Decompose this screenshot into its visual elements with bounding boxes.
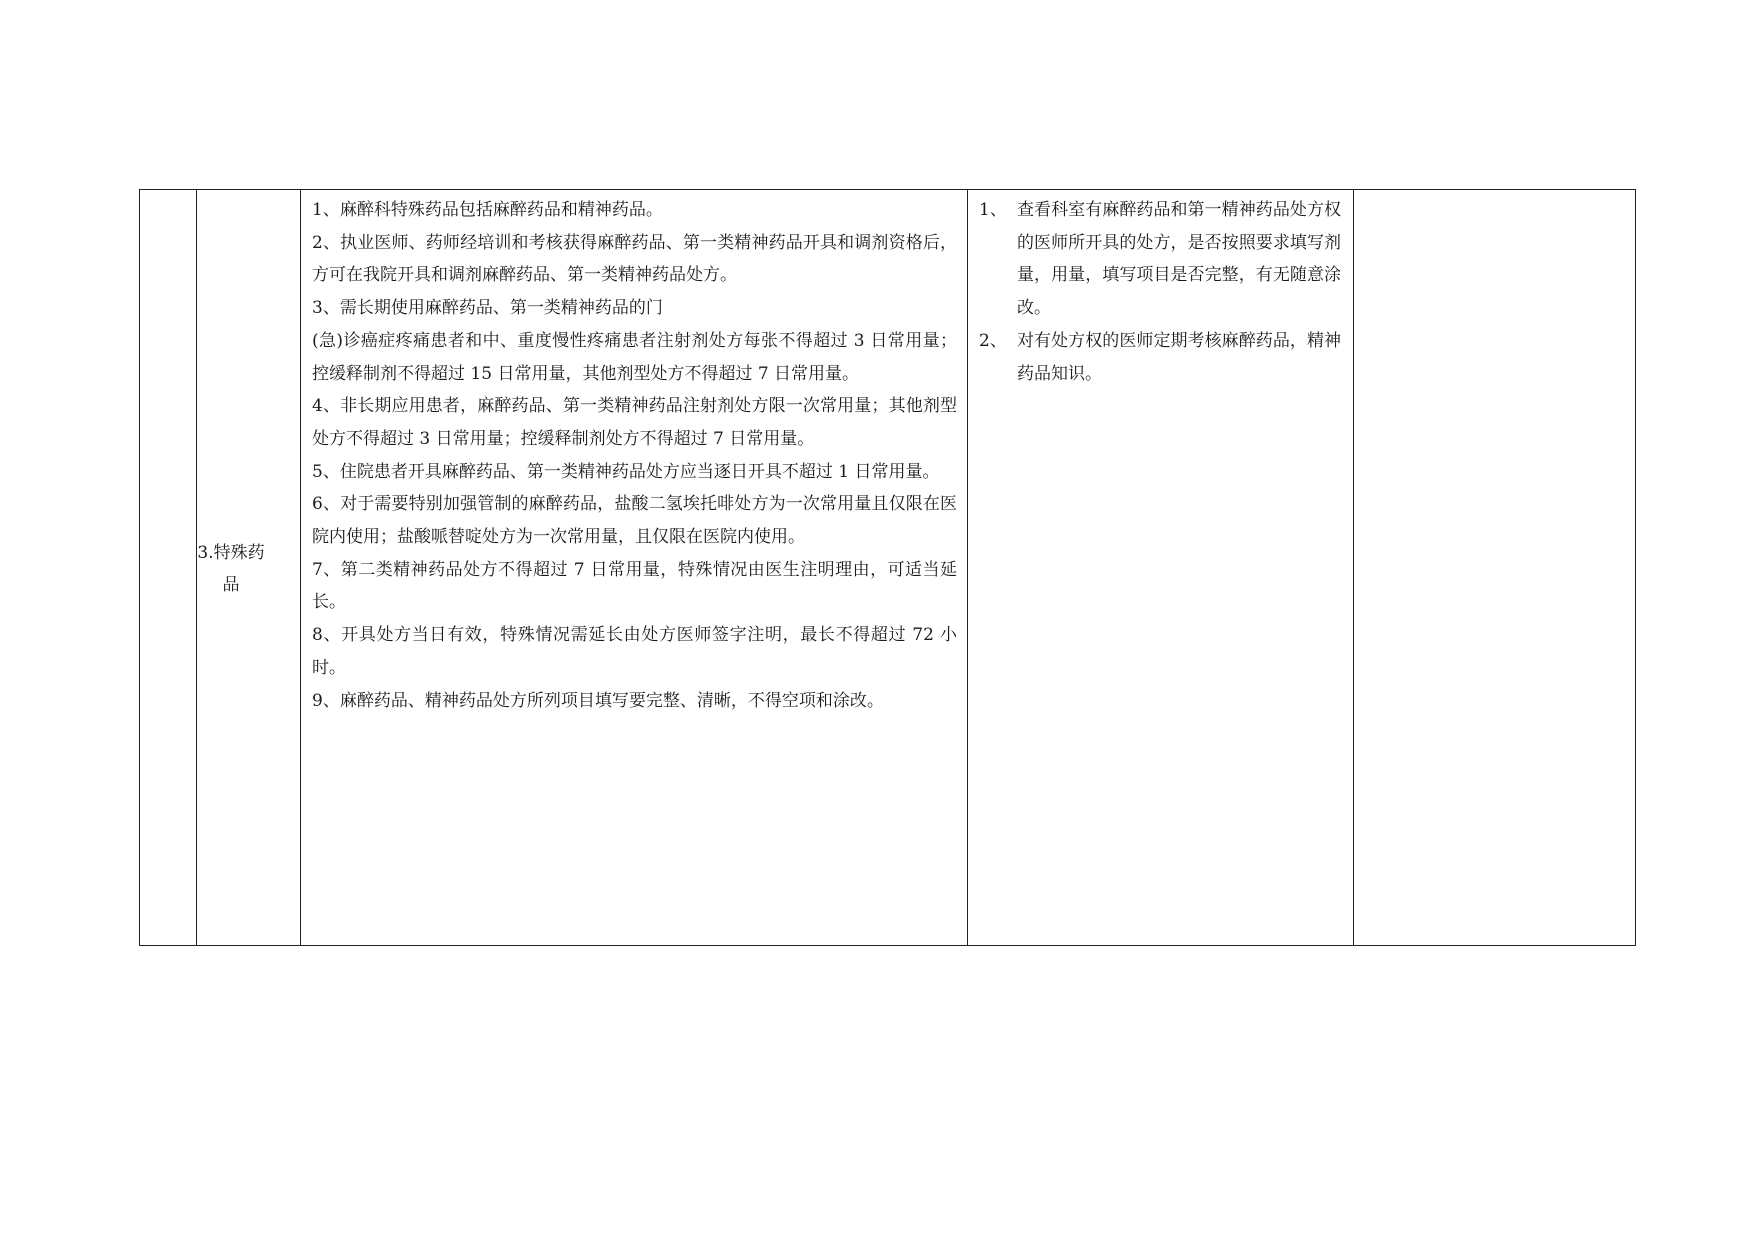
method-item bbox=[979, 194, 1341, 325]
method-list bbox=[968, 190, 1353, 390]
standard-item: 4、非长期应用患者，麻醉药品、第一类精神药品注射剂处方限一次常用量；其他剂型处方不得超过 3 日常用量；控缓释制剂处方不得超过 7 日常用量。 bbox=[312, 396, 957, 449]
index-cell bbox=[140, 190, 197, 946]
method-number: 1、 bbox=[979, 200, 1007, 220]
standard-cell bbox=[301, 190, 968, 946]
standard-item: 8、开具处方当日有效，特殊情况需延长由处方医师签字注明，最长不得超过 72 小时。 bbox=[312, 625, 957, 678]
method-text: 对有处方权的医师定期考核麻醉药品，精神药品知识。 bbox=[1017, 330, 1341, 384]
standard-item: (急)诊癌症疼痛患者和中、重度慢性疼痛患者注射剂处方每张不得超过 3 日常用量；控缓释制剂不得超过 15 日常用量，其他剂型处方不得超过 7 日常用量。 bbox=[312, 330, 957, 384]
method-item bbox=[979, 325, 1341, 390]
standard-list bbox=[301, 190, 967, 717]
method-number: 2、 bbox=[979, 330, 1007, 351]
standard-item: 7、第二类精神药品处方不得超过 7 日常用量，特殊情况由医生注明理由，可适当延长。 bbox=[312, 559, 957, 613]
assessment-table bbox=[139, 189, 1636, 946]
standard-item: 5、住院患者开具麻醉药品、第一类精神药品处方应当逐日开具不超过 1 日常用量。 bbox=[312, 461, 940, 482]
score-cell bbox=[1354, 190, 1636, 946]
standard-item: 9、麻醉药品、精神药品处方所列项目填写要完整、清晰，不得空项和涂改。 bbox=[312, 690, 884, 711]
standard-item: 3、需长期使用麻醉药品、第一类精神药品的门 bbox=[312, 298, 663, 319]
standard-item: 2、执业医师、药师经培训和考核获得麻醉药品、第一类精神药品开具和调剂资格后，方可在我院开具和调剂麻醉药品、第一类精神药品处方。 bbox=[312, 232, 957, 286]
item-label: 3.特殊药品 bbox=[197, 543, 265, 595]
standard-item: 6、对于需要特别加强管制的麻醉药品，盐酸二氢埃托啡处方为一次常用量且仅限在医院内使用；盐酸哌替啶处方为一次常用量，且仅限在医院内使用。 bbox=[312, 494, 957, 548]
standard-item: 1、麻醉科特殊药品包括麻醉药品和精神药品。 bbox=[312, 200, 663, 220]
table-row bbox=[140, 190, 1636, 946]
method-cell bbox=[968, 190, 1354, 946]
method-text: 查看科室有麻醉药品和第一精神药品处方权的医师所开具的处方，是否按照要求填写剂量，用量，填写项目是否完整，有无随意涂改。 bbox=[1017, 200, 1341, 319]
